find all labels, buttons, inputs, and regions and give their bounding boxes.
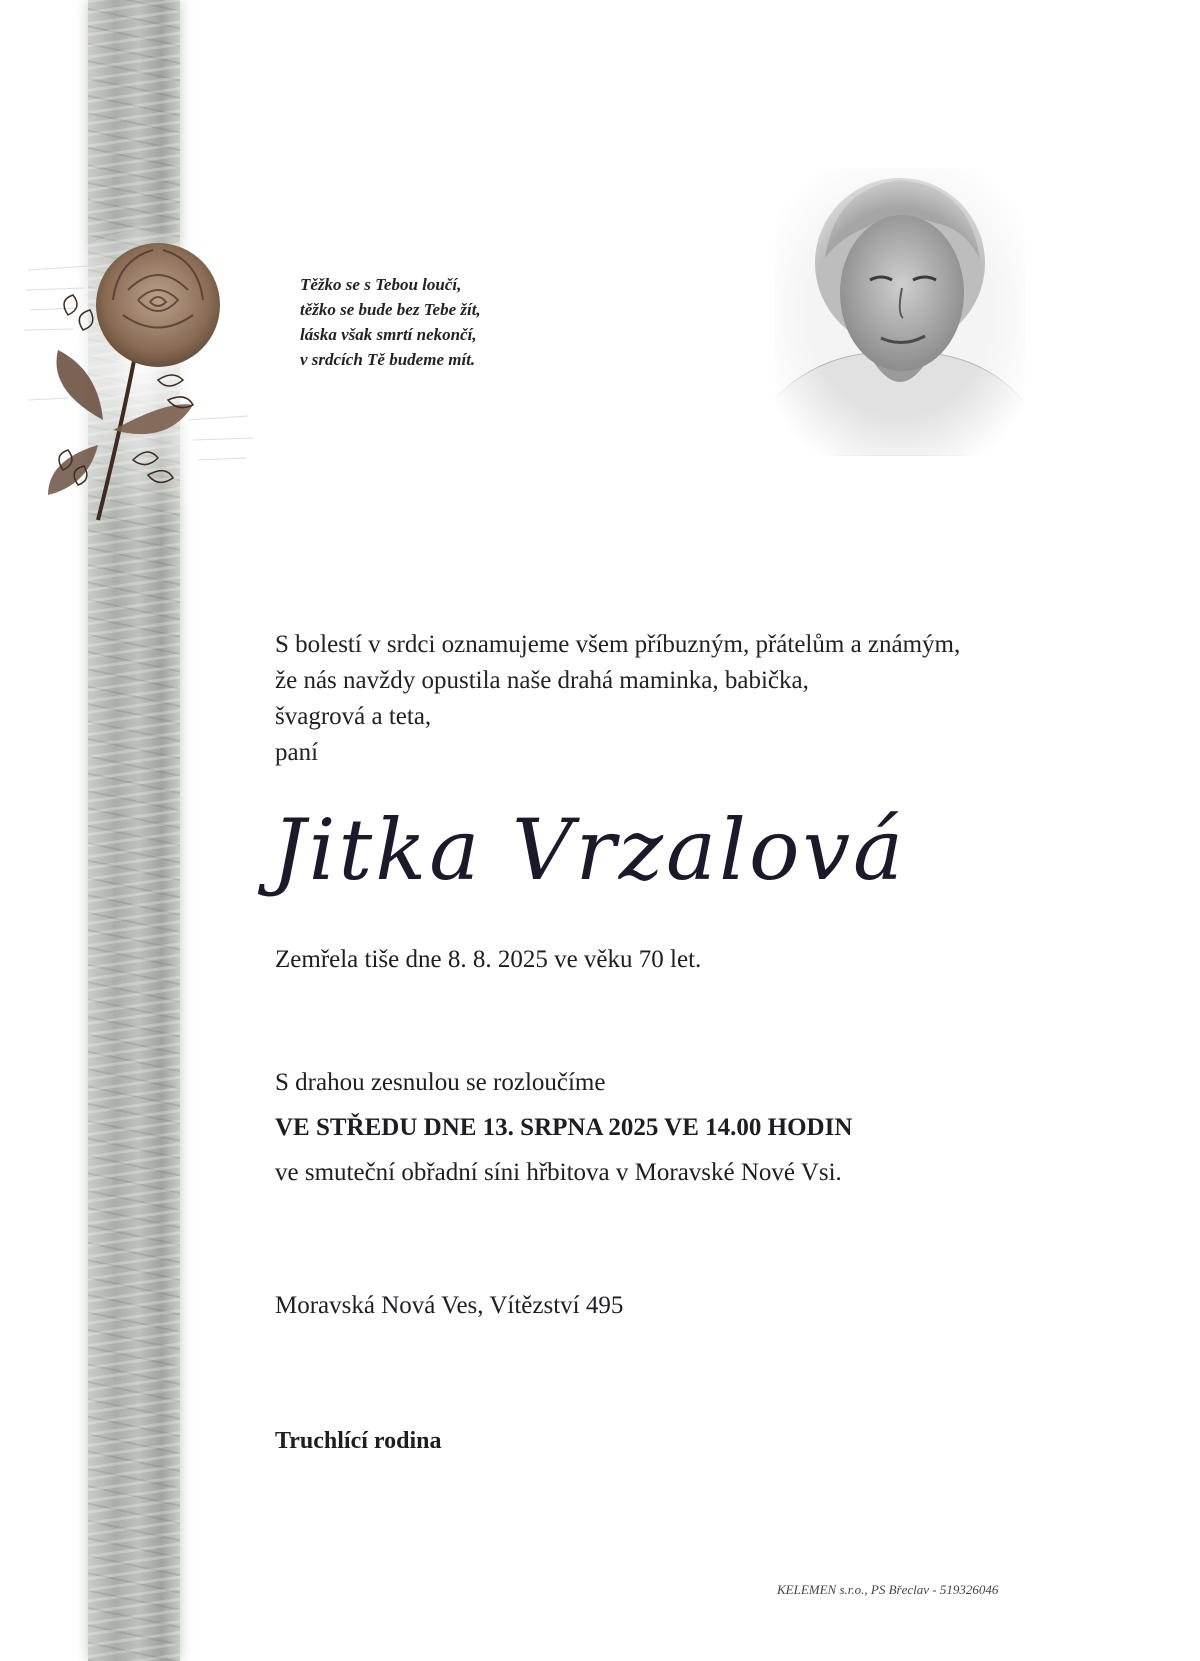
address: Moravská Nová Ves, Vítězství 495 xyxy=(275,1292,624,1319)
poem-line: láska však smrtí nekončí, xyxy=(300,325,477,344)
poem xyxy=(300,272,481,372)
farewell-intro: S drahou zesnulou se rozloučíme xyxy=(275,1069,606,1096)
announcement-line: S bolestí v srdci oznamujeme všem příbuzným, přátelům a známým, xyxy=(275,631,961,658)
deceased-name: Jitka Vrzalová xyxy=(272,801,907,899)
announcement-line: švagrová a teta, xyxy=(275,703,432,730)
poem-line: Těžko se s Tebou loučí, xyxy=(300,275,462,294)
farewell-place: ve smuteční obřadní síni hřbitova v Moravské Nové Vsi. xyxy=(275,1159,842,1186)
rose-icon xyxy=(18,230,268,550)
poem-line: v srdcích Tě budeme mít. xyxy=(300,350,476,369)
farewell-info xyxy=(275,1060,852,1195)
footer-publisher: KELEMEN s.r.o., PS Břeclav - 519326046 xyxy=(777,1582,999,1597)
portrait-photo xyxy=(775,168,1025,456)
farewell-date-time: VE STŘEDU DNE 13. SRPNA 2025 VE 14.00 HODIN xyxy=(275,1114,853,1141)
announcement-text xyxy=(275,627,960,771)
signature: Truchlící rodina xyxy=(275,1428,442,1454)
announcement-line: že nás navždy opustila naše drahá maminka, babička, xyxy=(275,667,809,694)
poem-line: těžko se bude bez Tebe žít, xyxy=(300,300,481,319)
death-date-line: Zemřela tiše dne 8. 8. 2025 ve věku 70 let. xyxy=(275,946,702,973)
announcement-line: paní xyxy=(275,739,319,766)
